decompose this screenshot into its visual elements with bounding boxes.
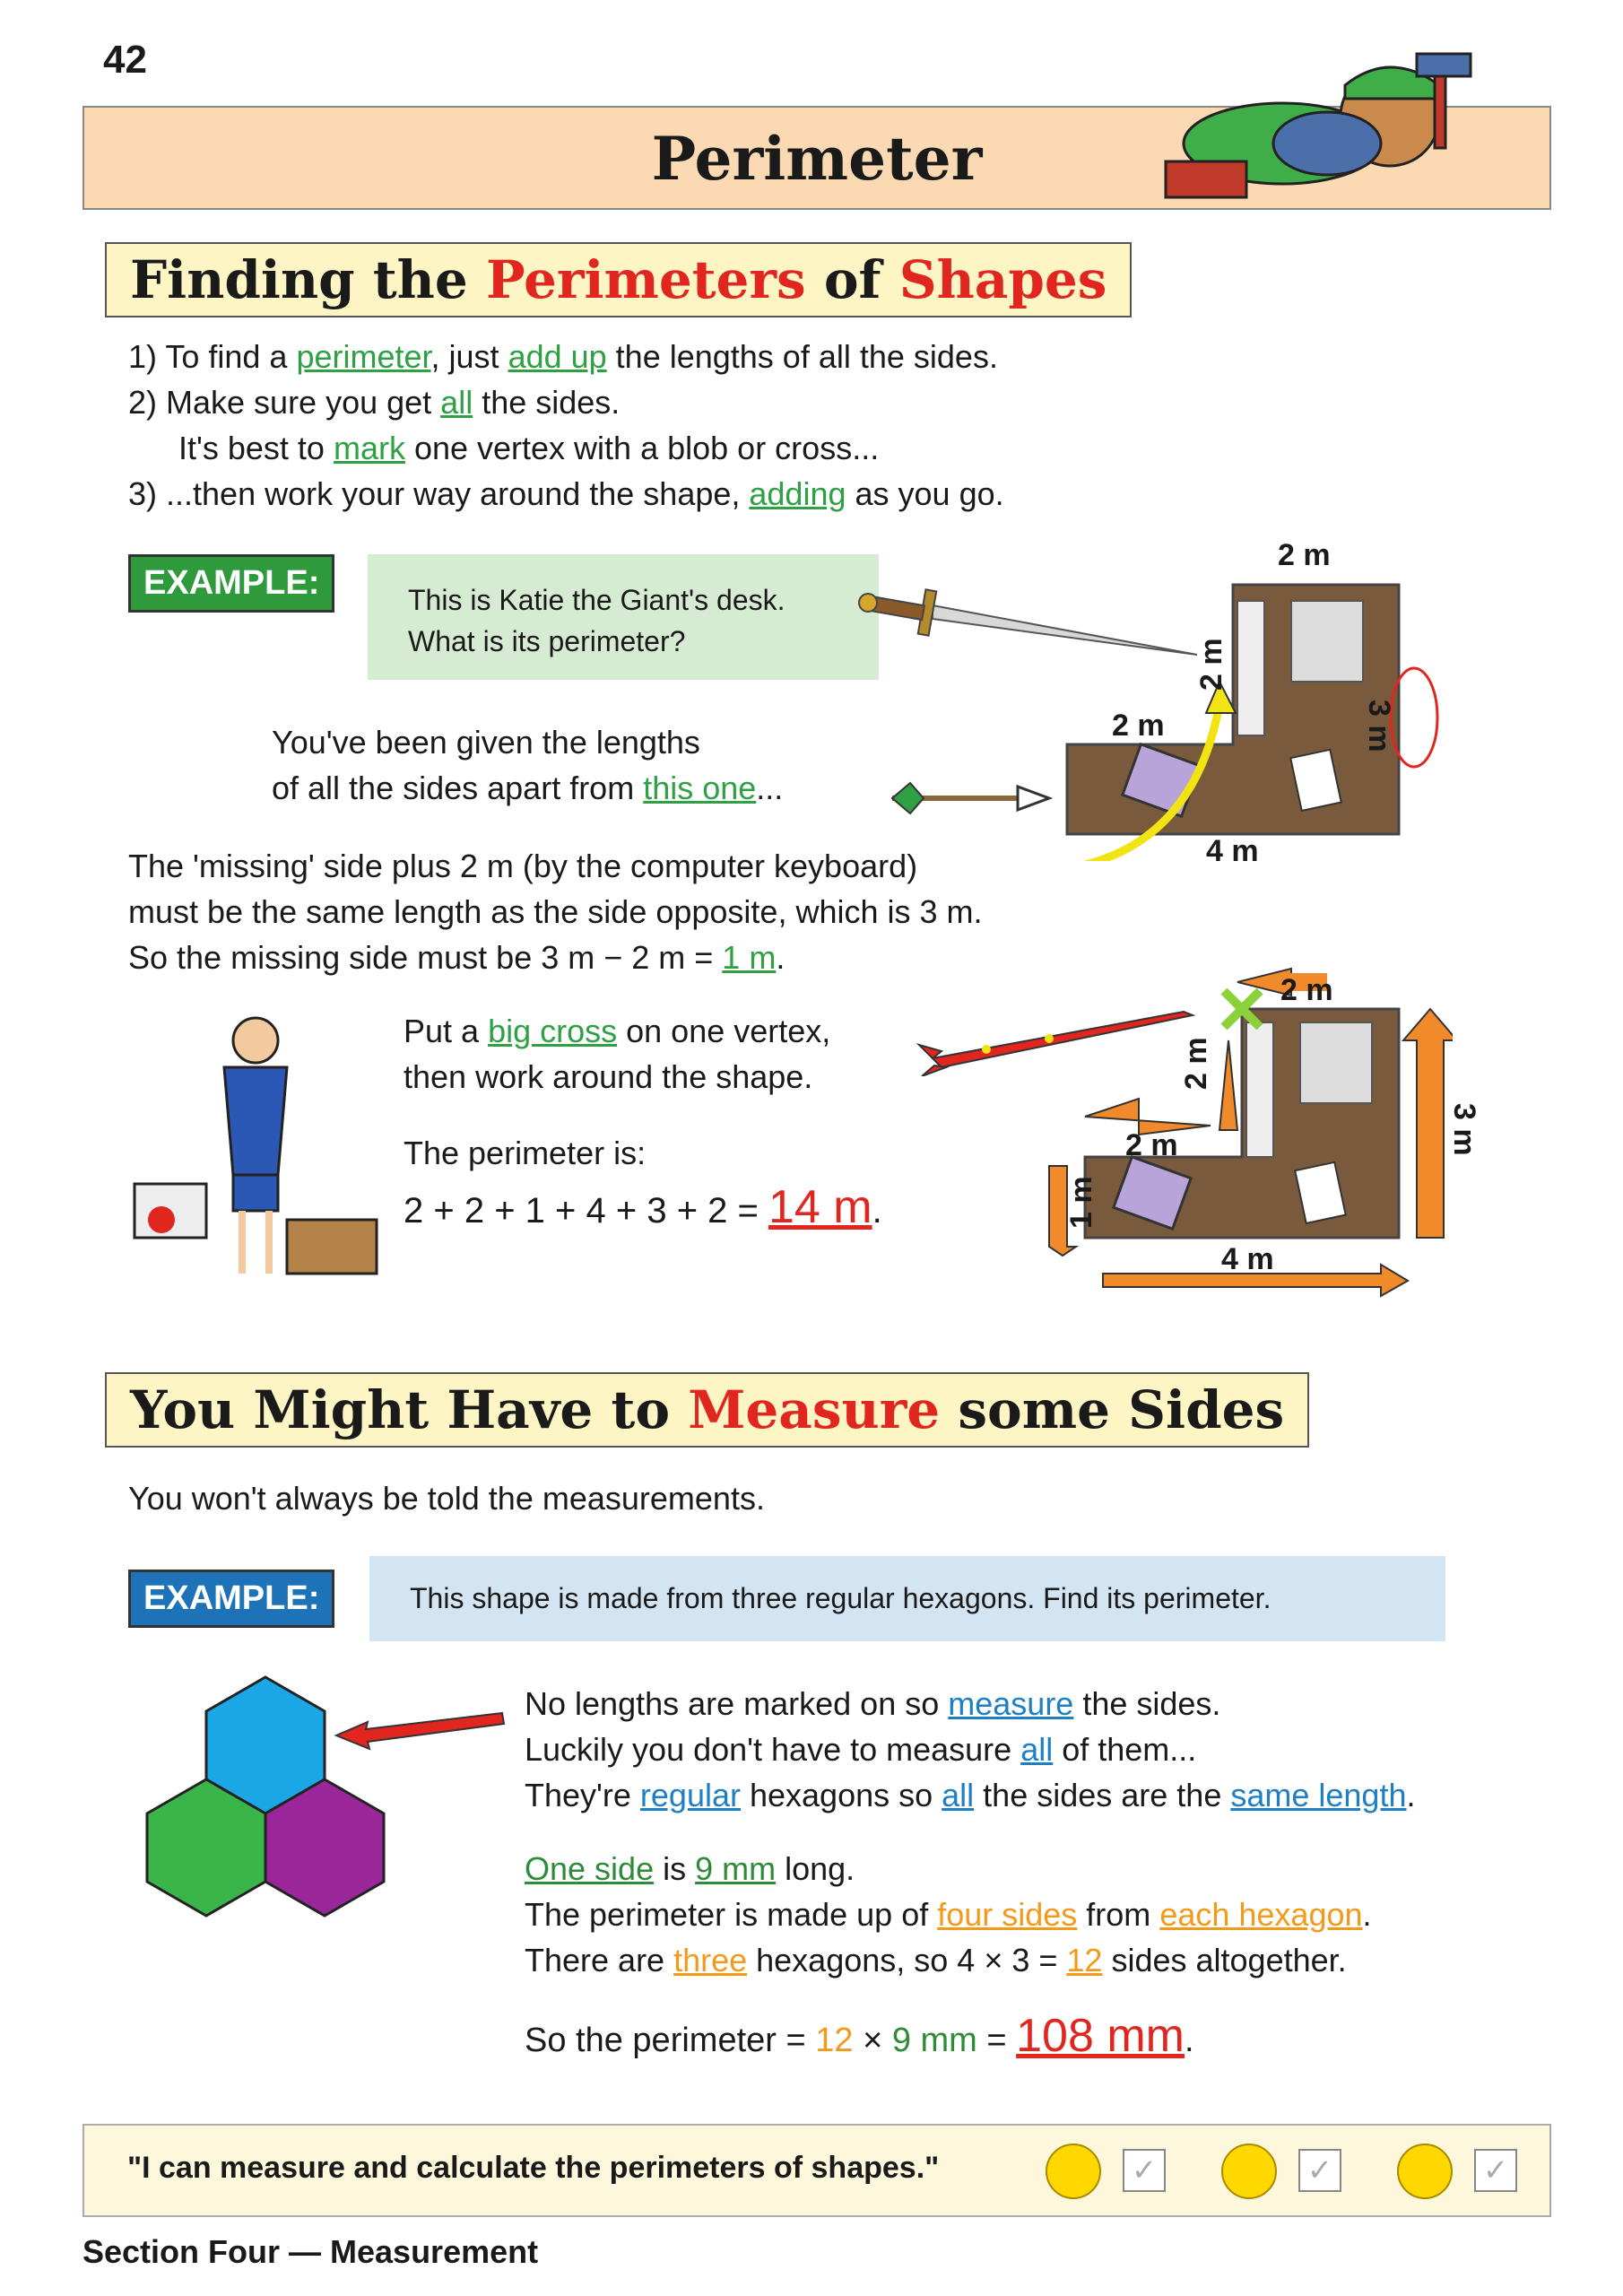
desk1-bottom-label: 4 m <box>1206 834 1259 868</box>
desk2-inner-horizontal-label: 2 m <box>1125 1128 1178 1162</box>
desk2-inner-vertical-label: 2 m <box>1179 1037 1213 1090</box>
sad-face-icon <box>1046 2144 1101 2199</box>
desk2-left-label: 1 m <box>1064 1176 1098 1229</box>
example-box-1: This is Katie the Giant's desk. What is its perimeter? <box>368 554 879 680</box>
steps-list <box>128 334 1004 517</box>
office-workers-illustration <box>126 1004 386 1300</box>
given-lengths-text: You've been given the lengths of all the sides apart from this one... <box>272 724 784 806</box>
page-number: 42 <box>103 38 147 82</box>
example-box-2: This shape is made from three regular hexagons. Find its perimeter. <box>369 1556 1445 1641</box>
section-heading-measure-sides: You Might Have to Measure some Sides <box>105 1372 1309 1448</box>
step-1: 1) To find a perimeter, just add up the lengths of all the sides. <box>128 338 998 375</box>
checkbox-wink[interactable]: ✓ <box>1474 2149 1517 2192</box>
desk1-inner-vertical-label: 2 m <box>1194 638 1228 691</box>
desk2-right-label: 3 m <box>1447 1103 1481 1156</box>
boy-hammer-illustration <box>1148 36 1488 224</box>
missing-side-explanation: The 'missing' side plus 2 m (by the computer keyboard) must be the same length as the side opposite, which is 3 m. So the missing side must be 3 m − 2 m = 1 m. <box>128 848 983 976</box>
step-2: 2) Make sure you get all the sides. <box>128 384 621 421</box>
self-assessment-statement: "I can measure and calculate the perimeters of shapes." <box>127 2151 940 2185</box>
section-heading-finding-perimeters: Finding the Perimeters of Shapes <box>105 242 1132 317</box>
desk2-bottom-label: 4 m <box>1221 1242 1274 1276</box>
desk1-right-label: 3 m <box>1362 700 1396 752</box>
page-title: Perimeter <box>651 124 983 194</box>
perimeter-sum: 2 + 2 + 1 + 4 + 3 + 2 = 14 m. <box>404 1181 882 1233</box>
checkbox-sad[interactable]: ✓ <box>1123 2149 1166 2192</box>
final-perimeter: So the perimeter = 12 × 9 mm = 108 mm. <box>525 2010 1194 2062</box>
wink-face-icon <box>1397 2144 1453 2199</box>
section-footer: Section Four — Measurement <box>82 2233 539 2270</box>
desk1-top-label: 2 m <box>1278 538 1331 572</box>
example-badge-1: EXAMPLE: <box>128 554 334 613</box>
self-assessment-bar <box>82 2124 1551 2217</box>
step-2-note: It's best to mark one vertex with a blob or cross... <box>178 430 880 466</box>
measure-intro: You won't always be told the measurements. <box>128 1480 765 1517</box>
perimeter-working: One side is 9 mm long. The perimeter is made up of four sides from each hexagon. There are three hexagons, so 4 × 3 = 12 sides altogether. <box>525 1850 1372 1979</box>
three-hexagons-shape <box>143 1668 520 1928</box>
desk1-inner-horizontal-label: 2 m <box>1112 709 1165 743</box>
step-3: 3) ...then work your way around the shape, adding as you go. <box>128 475 1004 512</box>
cross-instruction: Put a big cross on one vertex, then work around the shape. <box>404 1013 831 1095</box>
measure-explanation: No lengths are marked on so measure the sides. Luckily you don't have to measure all of them... They're regular hexagons so all the sides are the same length. <box>525 1685 1416 1813</box>
smile-face-icon <box>1221 2144 1277 2199</box>
arrow-illustration <box>883 776 1054 821</box>
example-badge-2: EXAMPLE: <box>128 1570 334 1628</box>
desk2-top-label: 2 m <box>1280 973 1333 1007</box>
perimeter-is-label: The perimeter is: <box>404 1135 647 1171</box>
checkbox-smile[interactable]: ✓ <box>1298 2149 1341 2192</box>
